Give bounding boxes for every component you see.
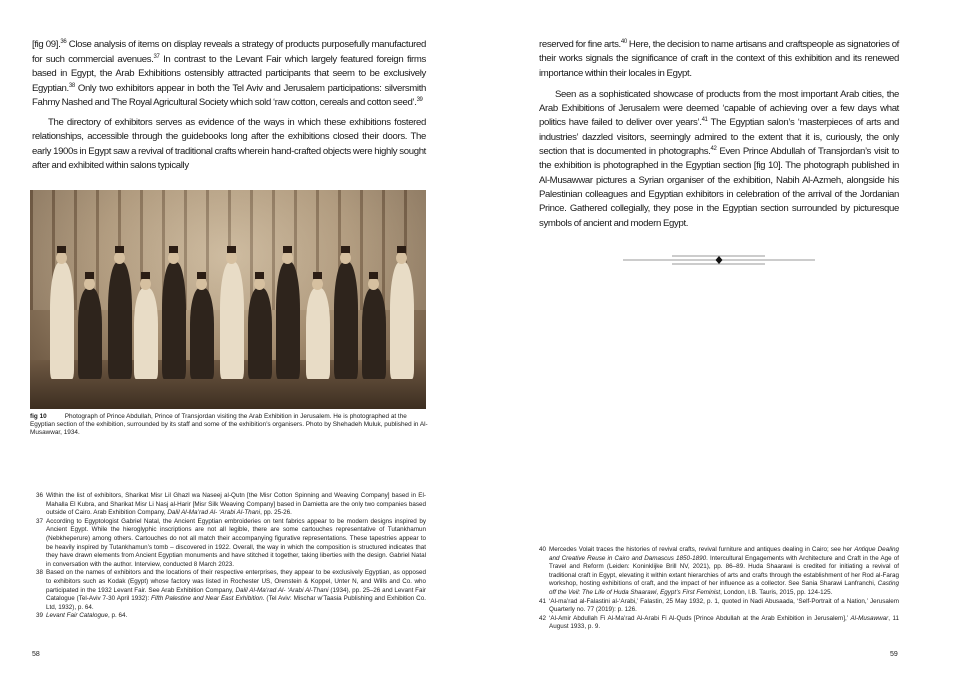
photo-person-head <box>226 252 237 264</box>
figure-label: fig 10 <box>30 412 47 420</box>
right-footnotes <box>539 546 899 632</box>
footnote-39: 39 Levant Fair Catalogue, p. 64. <box>36 612 128 620</box>
photo-person <box>190 288 214 379</box>
page-number: 58 <box>32 651 40 658</box>
photo-person <box>306 288 330 379</box>
photo-fez <box>369 272 378 279</box>
photo-person <box>134 288 158 379</box>
paragraph: [fig 09].$^{36}$ Close analysis of items on display reveals a strategy of products purposefully manufactured for such commercial avenues.$^{37}$ In contrast to the Levant Fair which largely featured foreign firms based in Egypt, the Arab Exhibitions ostensibly attracted participants that seem to be exclusively Egyptian.$^{38}$ Only two exhibitors appear in both the Tel Aviv and Jerusalem participations: silversmith Fahmy Nashed and The Royal Agricultural Society which sold ‘raw cotton, cereals and cotton seed’.$^{39}$ <box>32 39 426 108</box>
paragraph: The directory of exhibitors serves as evidence of the ways in which these exhibitions fostered relationships, accessible through the guidebooks long after the exhibitions closed their doors. The early 1900s in Egypt saw a revival of traditional crafts wherein hand-crafted objects were highly sought after and exhibited within salons typically <box>32 116 426 171</box>
photo-fez <box>169 246 178 253</box>
left-page <box>0 0 482 681</box>
photo-person-head <box>396 252 407 264</box>
photo-fez <box>397 246 406 253</box>
footnote-ref[interactable]: 38 <box>68 82 75 89</box>
photo-fez <box>57 246 66 253</box>
photo-fez <box>197 272 206 279</box>
footnote-ref[interactable]: 36 <box>60 39 67 45</box>
photo-person-head <box>340 252 351 264</box>
footnote-ref[interactable]: 42 <box>710 146 717 153</box>
photo-person-head <box>312 278 323 290</box>
footnote-40: 40 Mercedes Volait traces the histories of revival crafts, revival furniture and antiques dealing in Cairo; see her Antique Dealing and Creative Reuse in Cairo and Damascus 1850-1890. Intercultural Engagements with Architecture and Craft in the Age of Travel and Reform (Leiden: Koninklijke Brill NV, 2021), pp. 86–89. Huda Shaarawi is credited for initiating a revival of traditional craft in Egypt, elevating it within extant hierarchies of arts and crafts through the establishment of her Rod al-Farag workshop, hosting exhibitions of craft, and the impact of her influence as a collector. See Sania Sharawi Lanfranchi, Casting off the Veil: The Life of Huda Shaarawi, Egypt’s First Feminist, London, I.B. Tauris, 2015, pp. 124-125. <box>539 546 899 596</box>
photo-person-head <box>114 252 125 264</box>
photo-person-head <box>168 252 179 264</box>
left-body-text <box>32 38 426 174</box>
photo-person-head <box>254 278 265 290</box>
footnote-42: 42 ‘Al-Amir Abdullah Fi Al-Ma’rad Al-Arabi Fi Al-Quds [Prince Abdullah at the Arab Exhibition in Jerusalem],’ Al-Musawwar, 11 August 1933, p. 9. <box>539 614 899 631</box>
photo-person-head <box>282 252 293 264</box>
photo-person <box>362 288 386 379</box>
footnote-ref[interactable]: 37 <box>153 53 160 60</box>
left-footnotes <box>36 492 426 621</box>
paragraph: reserved for fine arts.$^{40}$ Here, the decision to name artisans and craftspeople as signatories of their works signals the significance of craft in the context of this exhibition and its renewed importance within their locales in Egypt. <box>539 39 899 79</box>
photo-person-head <box>140 278 151 290</box>
footnote-36: 36 Within the list of exhibitors, Sharikat Misr Lil Ghazl wa Naseej al-Qutn [the Misr Cotton Spinning and Weaving Company] based in El-Mahalla El Kubra, and Sharikat Misr Li Nasj al-Harir [Misr Silk Weaving Company] based in Damietta are the only two companies based outside of Cairo. Arab Exhibition Company, Dalil Al-Ma’rad Al- ‘Arabi Al-Thani, pp. 25-26. <box>36 492 426 517</box>
footnote-ref[interactable]: 39 <box>416 97 423 103</box>
photo-person <box>390 262 414 379</box>
paragraph: Seen as a sophisticated showcase of products from the most important Arab cities, the Arab Exhibitions of Jerusalem were deemed ‘capable of achieving over a few days what politics have failed to deliver over years’.$^{41}$ The Egyptian salon’s ‘masterpieces of arts and industries’ dazzled visitors, seemingly admired to the extent that it is, curiously, the only section that is documented in photographs.$^{42}$ Even Prince Abdullah of Transjordan’s visit to the exhibition is photographed in the Egyptian section [fig 10]. The photograph published in Al-Musawwar pictures a Syrian organiser of the exhibition, Nabih Al-Azmeh, alongside his Palestinian colleagues and Egyptian exhibitors in celebration of the arrival of the Jordanian Prince. Gathered collegially, they pose in the Egyptian section surrounded by picturesque symbols of ancient and modern Egypt. <box>539 88 899 229</box>
photo-fez <box>255 272 264 279</box>
photo-person <box>276 262 300 379</box>
photo-fez <box>85 272 94 279</box>
photo-person-head <box>84 278 95 290</box>
footnote-ref[interactable]: 41 <box>701 117 708 124</box>
left-main-column <box>32 38 426 438</box>
photo-fez <box>313 272 322 279</box>
footnote-38: 38 Based on the names of exhibitors and the locations of their respective enterprises, they appear to be exclusively Egyptian, as opposed to exhibitors such as Kodak (Egypt) whose factory was listed in Rochester US, Orenstein & Koppel, Unter N, and Wills and Co. who participated in the 1932 Levant Fair. See Arab Exhibition Company, Dalil Al-Ma’rad Al- ‘Arabi Al-Thani (1934), pp. 25–26 and Levant Fair Catalogue (Tel-Aviv 7-30 April 1932): Fifth Palestine and Near East Exhibition. (Tel Aviv: Mischar w’Taasia Publishing and Exhibition Co. Ltd, 1932), p. 64. <box>36 569 427 611</box>
photo-fez <box>227 246 236 253</box>
photo-person <box>78 288 102 379</box>
footnote-37: 37 According to Egyptologist Gabriel Natal, the Ancient Egyptian embroideries on tent fabrics appear to be modern designs inspired by Ancient Egypt. While the hieroglyphic inscriptions are not all legible, there are some cartouches representative of Tutankhamun (Nebkheperure) among others. Cartouches do not all match their accompanying figurative representations. These tapestries appear to be heavily inspired by Tutankhamun’s tomb – discovered in 1922. Overall, the way in which the composition is structured indicates that they have drawn elements from Ancient Egyptian monuments and have stitched it together, taking liberties with the design. Gabriel Natal in conversation with the author. Interview, conducted 8 March 2023. <box>36 517 426 568</box>
right-body-text <box>539 38 899 231</box>
photo-person <box>334 262 358 379</box>
footnote-41: 41 ‘Al-ma’rad al-Falastini al-‘Arabi,’ Falastin, 25 May 1932, p. 1, quoted in Nadi Abusaada, ‘Self-Portrait of a Nation,’ Jerusalem Quarterly no. 77 (2019): p. 126. <box>539 597 899 614</box>
photo-person-head <box>368 278 379 290</box>
section-divider-ornament <box>623 253 815 267</box>
photo-fez <box>283 246 292 253</box>
right-page <box>482 0 965 681</box>
photo-person <box>162 262 186 379</box>
photo-fez <box>115 246 124 253</box>
photo-person <box>108 262 132 379</box>
photo-person <box>220 262 244 379</box>
exhibition-photograph <box>30 190 426 409</box>
photo-person-head <box>196 278 207 290</box>
footnote-ref[interactable]: 40 <box>620 39 627 45</box>
right-main-column <box>539 38 899 267</box>
page-number: 59 <box>890 651 898 658</box>
photo-person <box>248 288 272 379</box>
photo-fez <box>341 246 350 253</box>
photo-fez <box>141 272 150 279</box>
figure-caption: fig 10 Photograph of Prince Abdullah, Prince of Transjordan visiting the Arab Exhibition in Jerusalem. He is photographed at the Egyptian section of the exhibition, surrounded by its staff and some of the exhibition’s organisers. Photo by Shehadeh Muluk, published in Al-Musawwar, 1934. <box>30 412 428 437</box>
photo-person <box>50 262 74 379</box>
photo-person-head <box>56 252 67 264</box>
